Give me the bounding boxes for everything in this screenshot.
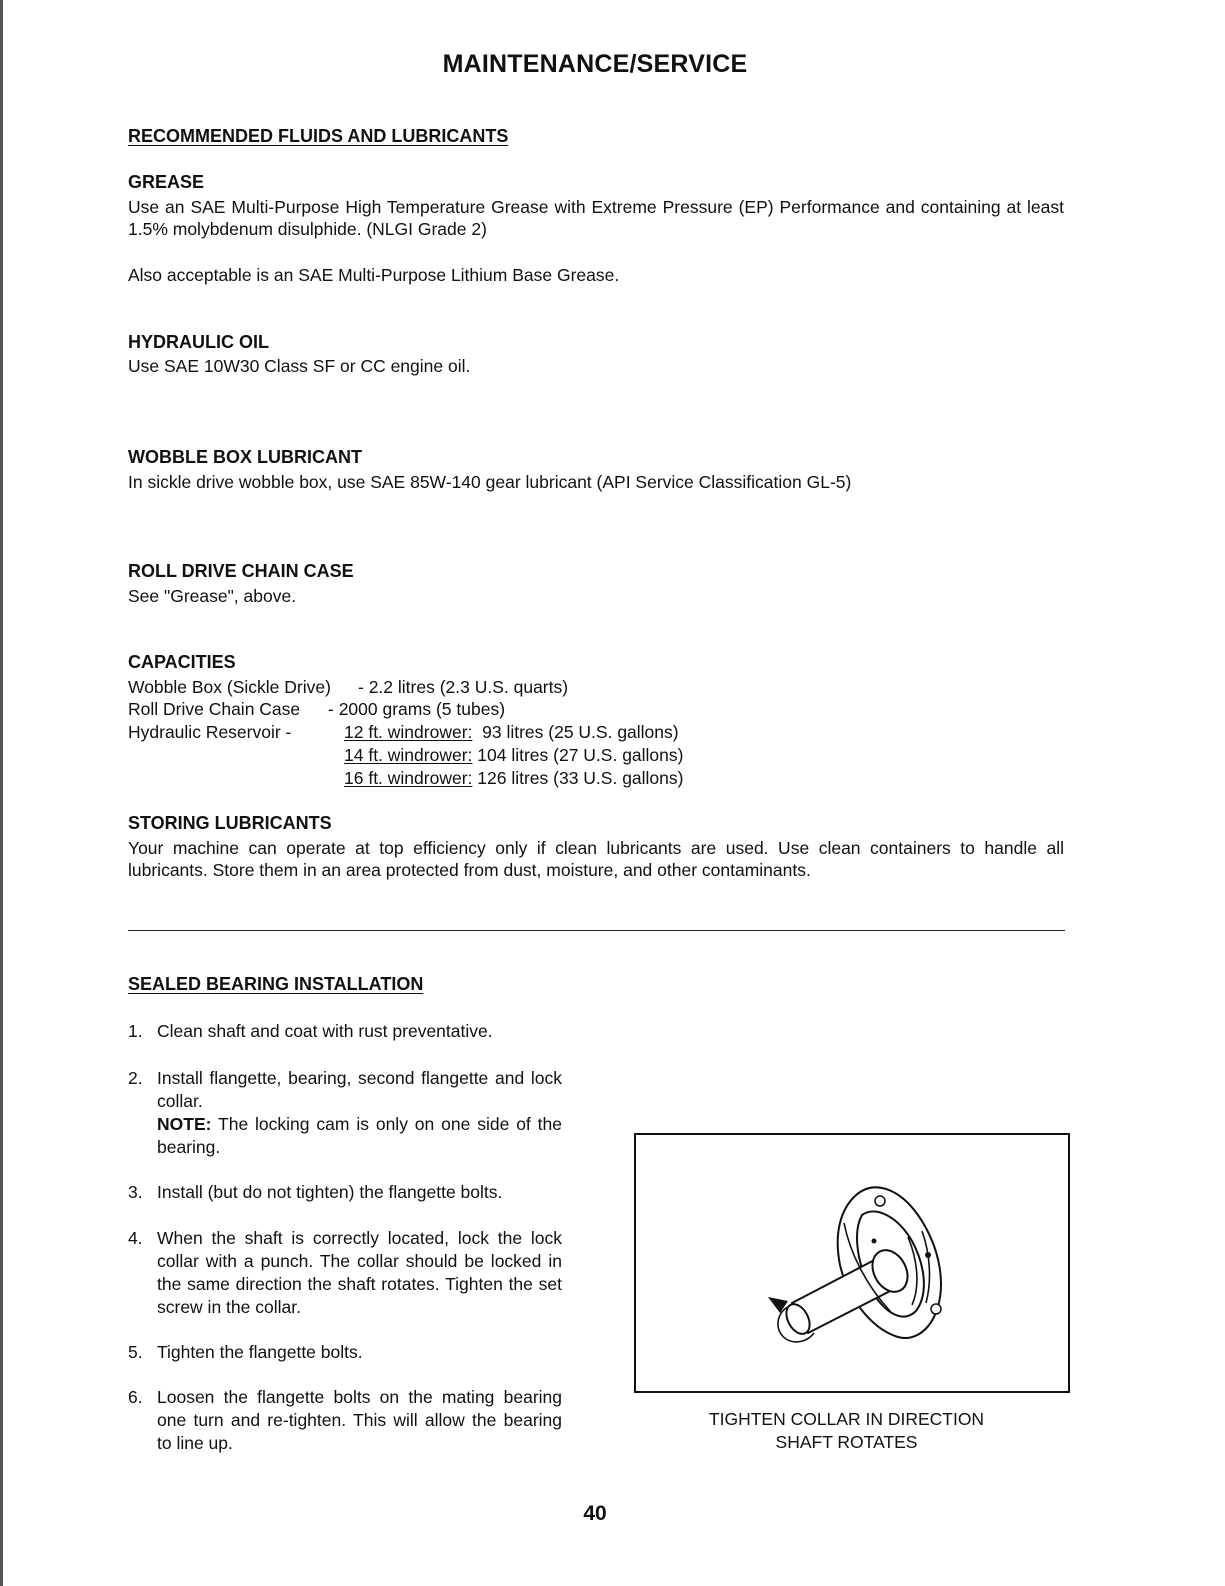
page-title: MAINTENANCE/SERVICE bbox=[442, 50, 748, 78]
bearing-step-3 bbox=[128, 1181, 562, 1204]
reservoir-row-16ft bbox=[344, 767, 683, 789]
grease-text: Use an SAE Multi-Purpose High Temperature Grease with Extreme Pressure (EP) Performance and containing at least 1.5% molybdenum disulphide. (NLGI Grade 2) bbox=[128, 197, 1064, 239]
capacity-row-roll bbox=[128, 698, 505, 720]
caption-line: SHAFT ROTATES bbox=[775, 1432, 918, 1452]
step-text: Install (but do not tighten) the flangette bolts. bbox=[157, 1182, 503, 1202]
page-edge bbox=[0, 0, 3, 1586]
reservoir-value: 104 litres (27 U.S. gallons) bbox=[477, 745, 684, 765]
capacity-label: Roll Drive Chain Case bbox=[128, 699, 301, 719]
grease-alt-text: Also acceptable is an SAE Multi-Purpose Lithium Base Grease. bbox=[128, 265, 620, 285]
roll-heading: ROLL DRIVE CHAIN CASE bbox=[128, 561, 354, 581]
caption-line: TIGHTEN COLLAR IN DIRECTION bbox=[708, 1409, 985, 1429]
wobble-heading: WOBBLE BOX LUBRICANT bbox=[128, 447, 362, 467]
hydraulic-text: Use SAE 10W30 Class SF or CC engine oil. bbox=[128, 356, 471, 376]
step-number: 2. bbox=[128, 1068, 143, 1088]
reservoir-size: 12 ft. windrower: bbox=[344, 722, 473, 742]
step-text: Install flangette, bearing, second flangette and lock collar. bbox=[157, 1068, 562, 1111]
step-number: 3. bbox=[128, 1182, 143, 1202]
capacity-value: - 2000 grams (5 tubes) bbox=[328, 699, 506, 719]
bearing-step-6 bbox=[128, 1386, 562, 1455]
section-divider bbox=[128, 930, 1065, 931]
bearing-figure bbox=[634, 1133, 1070, 1393]
page-number: 40 bbox=[583, 1502, 607, 1525]
roll-text: See "Grease", above. bbox=[128, 586, 297, 606]
figure-caption bbox=[634, 1408, 1059, 1454]
grease-heading: GREASE bbox=[128, 172, 205, 192]
note-text: The locking cam is only on one side of the bearing. bbox=[157, 1114, 562, 1157]
capacities-heading: CAPACITIES bbox=[128, 652, 236, 672]
reservoir-size: 14 ft. windrower: bbox=[344, 745, 473, 765]
storing-text: Your machine can operate at top efficiency only if clean lubricants are used. Use clean containers to handle all lubricants. Store them in an area protected from dust, moisture, and other contaminants. bbox=[128, 838, 1064, 880]
note-label: NOTE: bbox=[157, 1114, 212, 1134]
step-number: 6. bbox=[128, 1387, 143, 1407]
step-body bbox=[157, 1067, 562, 1159]
step-number: 5. bbox=[128, 1342, 143, 1362]
step-text: Clean shaft and coat with rust preventative. bbox=[157, 1021, 493, 1041]
step-text: Loosen the flangette bolts on the mating bearing one turn and re-tighten. This will allow the bearing to line up. bbox=[157, 1387, 562, 1453]
capacity-value: - 2.2 litres (2.3 U.S. quarts) bbox=[358, 677, 569, 697]
bearing-step-1 bbox=[128, 1020, 562, 1043]
step-text: Tighten the flangette bolts. bbox=[157, 1342, 363, 1362]
fluids-heading: RECOMMENDED FLUIDS AND LUBRICANTS bbox=[128, 126, 509, 146]
reservoir-size: 16 ft. windrower: bbox=[344, 768, 473, 788]
reservoir-row-12ft bbox=[344, 721, 679, 743]
bearing-heading: SEALED BEARING INSTALLATION bbox=[128, 974, 424, 994]
hydraulic-heading: HYDRAULIC OIL bbox=[128, 332, 269, 352]
storing-heading: STORING LUBRICANTS bbox=[128, 813, 332, 833]
bearing-step-2 bbox=[128, 1067, 562, 1159]
capacity-row-reservoir bbox=[128, 721, 328, 743]
bearing-step-4 bbox=[128, 1227, 562, 1319]
bearing-step-5 bbox=[128, 1341, 562, 1364]
capacity-label: Wobble Box (Sickle Drive) bbox=[128, 677, 331, 697]
step-text: When the shaft is correctly located, lock the lock collar with a punch. The collar should be locked in the same direction the shaft rotates. Tighten the set screw in the collar. bbox=[157, 1228, 562, 1317]
wobble-text: In sickle drive wobble box, use SAE 85W-140 gear lubricant (API Service Classification GL-5) bbox=[128, 472, 852, 492]
step-number: 4. bbox=[128, 1228, 143, 1248]
reservoir-value: 126 litres (33 U.S. gallons) bbox=[477, 768, 684, 788]
bearing-illustration bbox=[636, 1135, 1072, 1395]
capacity-row-wobble bbox=[128, 676, 568, 698]
step-number: 1. bbox=[128, 1021, 143, 1041]
reservoir-row-14ft bbox=[344, 744, 683, 766]
reservoir-value: 93 litres (25 U.S. gallons) bbox=[482, 722, 679, 742]
capacity-label: Hydraulic Reservoir - bbox=[128, 722, 292, 742]
